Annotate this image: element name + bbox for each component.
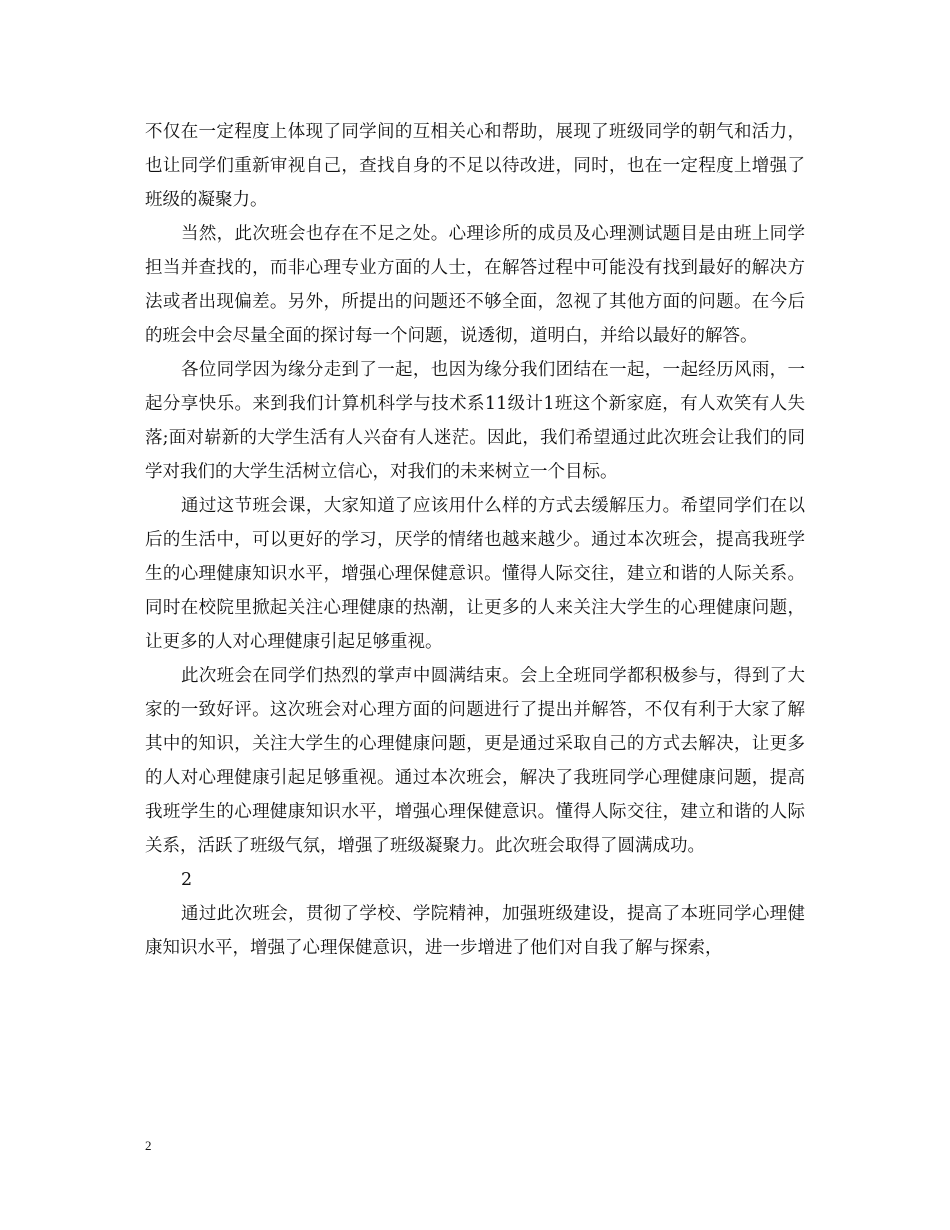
paragraph-5: 此次班会在同学们热烈的掌声中圆满结束。会上全班同学都积极参与，得到了大家的一致好评。这次班会对心理方面的问题进行了提出并解答，不仅有利于大家了解其中的知识，关注大学生的心理健康问题，更是通过采取自己的方式去解决，让更多的人对心理健康引起足够重视。通过本次班会，解决了我班同学心理健康问题，提高我班学生的心理健康知识水平，增强心理保健意识。懂得人际交往，建立和谐的人际关系，活跃了班级气氛，增强了班级凝聚力。此次班会取得了圆满成功。 — [145, 666, 805, 856]
paragraph-1: 不仅在一定程度上体现了同学间的互相关心和帮助，展现了班级同学的朝气和活力，也让同学们重新审视自己，查找自身的不足以待改进，同时，也在一定程度上增强了班级的凝聚力。 — [145, 122, 805, 210]
paragraph-3: 各位同学因为缘分走到了一起，也因为缘分我们团结在一起，一起经历风雨，一起分享快乐。来到我们计算机科学与技术系11级计1班这个新家庭，有人欢笑有人失落;面对崭新的大学生活有人兴奋有人迷茫。因此，我们希望通过此次班会让我们的同学对我们的大学生活树立信心，对我们的未来树立一个目标。 — [145, 360, 805, 482]
section-number: 2 — [181, 870, 193, 890]
paragraph-4: 通过这节班会课，大家知道了应该用什么样的方式去缓解压力。希望同学们在以后的生活中，可以更好的学习，厌学的情绪也越来越少。通过本次班会，提高我班学生的心理健康知识水平，增强心理保健意识。懂得人际交往，建立和谐的人际关系。同时在校院里掀起关注心理健康的热潮，让更多的人来关注大学生的心理健康问题，让更多的人对心理健康引起足够重视。 — [145, 496, 805, 652]
paragraph-6: 通过此次班会，贯彻了学校、学院精神，加强班级建设，提高了本班同学心理健康知识水平，增强了心理保健意识，进一步增进了他们对自我了解与探索， — [145, 904, 805, 958]
paragraph-2: 当然，此次班会也存在不足之处。心理诊所的成员及心理测试题目是由班上同学担当并查找的，而非心理专业方面的人士，在解答过程中可能没有找到最好的解决方法或者出现偏差。另外，所提出的问题还不够全面，忽视了其他方面的问题。在今后的班会中会尽量全面的探讨每一个问题，说透彻，道明白，并给以最好的解答。 — [145, 224, 805, 346]
document-body — [145, 115, 805, 965]
page-number: 2 — [145, 1138, 152, 1153]
